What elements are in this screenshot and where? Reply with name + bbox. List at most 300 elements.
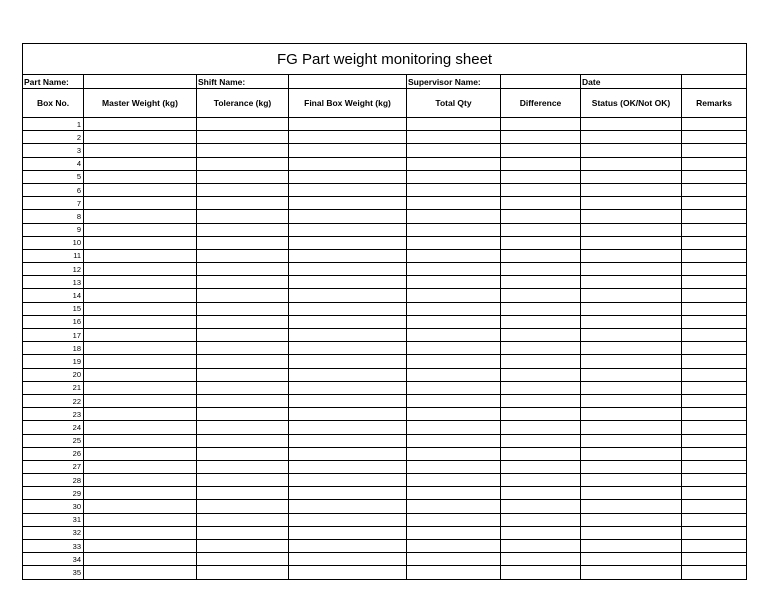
entry-cell[interactable]	[289, 447, 407, 460]
entry-cell[interactable]	[289, 157, 407, 170]
entry-cell[interactable]	[501, 500, 581, 513]
entry-cell[interactable]	[197, 381, 289, 394]
entry-cell[interactable]	[501, 302, 581, 315]
box-number-cell: 30	[23, 500, 84, 513]
entry-cell[interactable]	[197, 500, 289, 513]
entry-cell[interactable]	[501, 183, 581, 196]
table-row	[23, 381, 747, 394]
entry-cell[interactable]	[407, 289, 501, 302]
entry-cell[interactable]	[84, 170, 197, 183]
entry-cell[interactable]	[407, 315, 501, 328]
entry-cell[interactable]	[682, 447, 747, 460]
entry-cell[interactable]	[407, 329, 501, 342]
entry-cell[interactable]	[407, 394, 501, 407]
entry-cell[interactable]	[501, 118, 581, 131]
column-header: Tolerance (kg)	[197, 89, 289, 118]
entry-cell[interactable]	[581, 408, 682, 421]
entry-cell[interactable]	[289, 197, 407, 210]
entry-cell[interactable]	[407, 342, 501, 355]
box-number-cell: 26	[23, 447, 84, 460]
entry-cell[interactable]	[84, 197, 197, 210]
entry-cell[interactable]	[581, 131, 682, 144]
entry-cell[interactable]	[581, 553, 682, 566]
entry-cell[interactable]	[581, 566, 682, 579]
entry-cell[interactable]	[289, 368, 407, 381]
entry-cell[interactable]	[682, 566, 747, 579]
entry-cell[interactable]	[197, 460, 289, 473]
entry-cell[interactable]	[682, 434, 747, 447]
entry-cell[interactable]	[407, 526, 501, 539]
entry-cell[interactable]	[407, 249, 501, 262]
entry-cell[interactable]	[581, 355, 682, 368]
entry-cell[interactable]	[289, 460, 407, 473]
shift-name-field[interactable]	[289, 75, 407, 89]
header-row	[23, 89, 747, 118]
entry-cell[interactable]	[581, 315, 682, 328]
table-row	[23, 342, 747, 355]
entry-cell[interactable]	[289, 566, 407, 579]
table-row	[23, 355, 747, 368]
entry-cell[interactable]	[682, 526, 747, 539]
entry-cell[interactable]	[84, 500, 197, 513]
entry-cell[interactable]	[197, 223, 289, 236]
entry-cell[interactable]	[197, 394, 289, 407]
entry-cell[interactable]	[407, 197, 501, 210]
entry-cell[interactable]	[501, 131, 581, 144]
box-number-cell: 5	[23, 170, 84, 183]
entry-cell[interactable]	[407, 276, 501, 289]
entry-cell[interactable]	[197, 131, 289, 144]
entry-cell[interactable]	[289, 118, 407, 131]
entry-cell[interactable]	[682, 487, 747, 500]
box-number-cell: 34	[23, 553, 84, 566]
entry-cell[interactable]	[84, 263, 197, 276]
entry-cell[interactable]	[501, 553, 581, 566]
entry-cell[interactable]	[682, 302, 747, 315]
entry-cell[interactable]	[501, 170, 581, 183]
entry-cell[interactable]	[581, 526, 682, 539]
table-row	[23, 276, 747, 289]
table-row	[23, 315, 747, 328]
entry-cell[interactable]	[289, 144, 407, 157]
entry-cell[interactable]	[289, 394, 407, 407]
entry-cell[interactable]	[682, 183, 747, 196]
entry-cell[interactable]	[197, 236, 289, 249]
entry-cell[interactable]	[407, 460, 501, 473]
entry-cell[interactable]	[581, 236, 682, 249]
entry-cell[interactable]	[197, 210, 289, 223]
entry-cell[interactable]	[682, 210, 747, 223]
entry-cell[interactable]	[501, 210, 581, 223]
entry-cell[interactable]	[581, 474, 682, 487]
entry-cell[interactable]	[289, 131, 407, 144]
entry-cell[interactable]	[501, 434, 581, 447]
entry-cell[interactable]	[84, 157, 197, 170]
column-header: Total Qty	[407, 89, 501, 118]
entry-cell[interactable]	[289, 276, 407, 289]
entry-cell[interactable]	[682, 223, 747, 236]
entry-cell[interactable]	[581, 289, 682, 302]
entry-cell[interactable]	[682, 144, 747, 157]
entry-cell[interactable]	[682, 249, 747, 262]
table-row	[23, 210, 747, 223]
entry-cell[interactable]	[581, 263, 682, 276]
entry-cell[interactable]	[581, 329, 682, 342]
sheet-title: FG Part weight monitoring sheet	[23, 44, 747, 75]
entry-cell[interactable]	[197, 144, 289, 157]
entry-cell[interactable]	[407, 447, 501, 460]
entry-cell[interactable]	[84, 249, 197, 262]
entry-cell[interactable]	[407, 263, 501, 276]
entry-cell[interactable]	[289, 513, 407, 526]
entry-cell[interactable]	[501, 460, 581, 473]
entry-cell[interactable]	[197, 329, 289, 342]
table-row	[23, 553, 747, 566]
entry-cell[interactable]	[501, 526, 581, 539]
entry-cell[interactable]	[501, 249, 581, 262]
entry-cell[interactable]	[501, 157, 581, 170]
entry-cell[interactable]	[581, 276, 682, 289]
entry-cell[interactable]	[289, 474, 407, 487]
box-number-cell: 12	[23, 263, 84, 276]
entry-cell[interactable]	[501, 276, 581, 289]
entry-cell[interactable]	[84, 302, 197, 315]
table-row	[23, 434, 747, 447]
entry-cell[interactable]	[197, 421, 289, 434]
box-number-cell: 16	[23, 315, 84, 328]
entry-cell[interactable]	[407, 368, 501, 381]
entry-cell[interactable]	[407, 474, 501, 487]
entry-cell[interactable]	[407, 183, 501, 196]
entry-cell[interactable]	[407, 223, 501, 236]
entry-cell[interactable]	[581, 249, 682, 262]
entry-cell[interactable]	[289, 263, 407, 276]
entry-cell[interactable]	[682, 118, 747, 131]
entry-cell[interactable]	[581, 500, 682, 513]
entry-cell[interactable]	[197, 302, 289, 315]
entry-cell[interactable]	[84, 210, 197, 223]
entry-cell[interactable]	[682, 368, 747, 381]
entry-cell[interactable]	[197, 342, 289, 355]
box-number-cell: 1	[23, 118, 84, 131]
box-number-cell: 2	[23, 131, 84, 144]
entry-cell[interactable]	[581, 302, 682, 315]
entry-cell[interactable]	[84, 540, 197, 553]
entry-cell[interactable]	[581, 487, 682, 500]
entry-cell[interactable]	[289, 434, 407, 447]
entry-cell[interactable]	[581, 223, 682, 236]
entry-cell[interactable]	[501, 315, 581, 328]
entry-cell[interactable]	[501, 342, 581, 355]
entry-cell[interactable]	[84, 487, 197, 500]
entry-cell[interactable]	[84, 408, 197, 421]
entry-cell[interactable]	[682, 355, 747, 368]
entry-cell[interactable]	[197, 487, 289, 500]
table-row	[23, 197, 747, 210]
supervisor-name-field[interactable]	[501, 75, 581, 89]
entry-cell[interactable]	[84, 118, 197, 131]
entry-cell[interactable]	[501, 223, 581, 236]
entry-cell[interactable]	[407, 170, 501, 183]
entry-cell[interactable]	[407, 553, 501, 566]
box-number-cell: 14	[23, 289, 84, 302]
entry-cell[interactable]	[289, 381, 407, 394]
entry-cell[interactable]	[581, 447, 682, 460]
entry-cell[interactable]	[197, 157, 289, 170]
entry-cell[interactable]	[501, 289, 581, 302]
table-row	[23, 249, 747, 262]
entry-cell[interactable]	[581, 434, 682, 447]
entry-cell[interactable]	[289, 329, 407, 342]
entry-cell[interactable]	[197, 170, 289, 183]
entry-cell[interactable]	[682, 381, 747, 394]
entry-cell[interactable]	[682, 197, 747, 210]
entry-cell[interactable]	[197, 408, 289, 421]
entry-cell[interactable]	[289, 540, 407, 553]
entry-cell[interactable]	[289, 526, 407, 539]
entry-cell[interactable]	[197, 355, 289, 368]
entry-cell[interactable]	[84, 526, 197, 539]
entry-cell[interactable]	[289, 315, 407, 328]
entry-cell[interactable]	[682, 170, 747, 183]
table-row	[23, 157, 747, 170]
entry-cell[interactable]	[197, 540, 289, 553]
entry-cell[interactable]	[501, 474, 581, 487]
entry-cell[interactable]	[84, 223, 197, 236]
table-row	[23, 460, 747, 473]
entry-cell[interactable]	[84, 144, 197, 157]
entry-cell[interactable]	[84, 513, 197, 526]
entry-cell[interactable]	[197, 289, 289, 302]
table-row	[23, 487, 747, 500]
entry-cell[interactable]	[407, 487, 501, 500]
entry-cell[interactable]	[84, 236, 197, 249]
entry-cell[interactable]	[84, 355, 197, 368]
entry-cell[interactable]	[289, 210, 407, 223]
entry-cell[interactable]	[682, 474, 747, 487]
entry-cell[interactable]	[682, 263, 747, 276]
entry-cell[interactable]	[407, 421, 501, 434]
entry-cell[interactable]	[407, 144, 501, 157]
entry-cell[interactable]	[501, 566, 581, 579]
entry-cell[interactable]	[501, 355, 581, 368]
entry-cell[interactable]	[581, 183, 682, 196]
entry-cell[interactable]	[84, 315, 197, 328]
entry-cell[interactable]	[581, 513, 682, 526]
box-number-cell: 15	[23, 302, 84, 315]
entry-cell[interactable]	[197, 434, 289, 447]
entry-cell[interactable]	[197, 513, 289, 526]
entry-cell[interactable]	[407, 118, 501, 131]
entry-cell[interactable]	[581, 170, 682, 183]
entry-cell[interactable]	[197, 197, 289, 210]
entry-cell[interactable]	[84, 131, 197, 144]
entry-cell[interactable]	[84, 394, 197, 407]
box-number-cell: 21	[23, 381, 84, 394]
entry-cell[interactable]	[581, 540, 682, 553]
entry-cell[interactable]	[581, 210, 682, 223]
box-number-cell: 31	[23, 513, 84, 526]
entry-cell[interactable]	[197, 526, 289, 539]
entry-cell[interactable]	[501, 447, 581, 460]
entry-cell[interactable]	[501, 408, 581, 421]
entry-cell[interactable]	[407, 236, 501, 249]
entry-cell[interactable]	[289, 170, 407, 183]
entry-cell[interactable]	[581, 368, 682, 381]
entry-cell[interactable]	[197, 263, 289, 276]
entry-cell[interactable]	[407, 131, 501, 144]
table-row	[23, 368, 747, 381]
box-number-cell: 29	[23, 487, 84, 500]
entry-cell[interactable]	[407, 500, 501, 513]
table-row	[23, 131, 747, 144]
entry-cell[interactable]	[501, 368, 581, 381]
entry-cell[interactable]	[581, 157, 682, 170]
entry-cell[interactable]	[84, 421, 197, 434]
entry-cell[interactable]	[682, 342, 747, 355]
entry-cell[interactable]	[407, 381, 501, 394]
entry-cell[interactable]	[581, 144, 682, 157]
entry-cell[interactable]	[197, 566, 289, 579]
entry-cell[interactable]	[581, 460, 682, 473]
entry-cell[interactable]	[682, 553, 747, 566]
entry-cell[interactable]	[501, 394, 581, 407]
table-row	[23, 394, 747, 407]
entry-cell[interactable]	[289, 500, 407, 513]
entry-cell[interactable]	[289, 249, 407, 262]
entry-cell[interactable]	[682, 276, 747, 289]
entry-cell[interactable]	[581, 394, 682, 407]
entry-cell[interactable]	[682, 500, 747, 513]
entry-cell[interactable]	[501, 329, 581, 342]
entry-cell[interactable]	[682, 236, 747, 249]
entry-cell[interactable]	[197, 249, 289, 262]
entry-cell[interactable]	[407, 540, 501, 553]
entry-cell[interactable]	[289, 342, 407, 355]
entry-cell[interactable]	[407, 210, 501, 223]
column-header: Difference	[501, 89, 581, 118]
entry-cell[interactable]	[581, 118, 682, 131]
entry-cell[interactable]	[501, 381, 581, 394]
entry-cell[interactable]	[501, 144, 581, 157]
entry-cell[interactable]	[682, 289, 747, 302]
entry-cell[interactable]	[84, 329, 197, 342]
entry-cell[interactable]	[197, 553, 289, 566]
box-number-cell: 13	[23, 276, 84, 289]
box-number-cell: 22	[23, 394, 84, 407]
entry-cell[interactable]	[501, 513, 581, 526]
entry-cell[interactable]	[289, 421, 407, 434]
entry-cell[interactable]	[289, 183, 407, 196]
entry-cell[interactable]	[407, 157, 501, 170]
entry-cell[interactable]	[289, 487, 407, 500]
entry-cell[interactable]	[289, 223, 407, 236]
entry-cell[interactable]	[84, 342, 197, 355]
entry-cell[interactable]	[682, 157, 747, 170]
entry-cell[interactable]	[84, 460, 197, 473]
date-field[interactable]	[682, 75, 747, 89]
title-row	[23, 44, 747, 75]
entry-cell[interactable]	[289, 289, 407, 302]
entry-cell[interactable]	[682, 421, 747, 434]
entry-cell[interactable]	[581, 197, 682, 210]
entry-cell[interactable]	[289, 355, 407, 368]
entry-cell[interactable]	[84, 553, 197, 566]
entry-cell[interactable]	[197, 368, 289, 381]
entry-cell[interactable]	[197, 276, 289, 289]
box-number-cell: 27	[23, 460, 84, 473]
column-header: Master Weight (kg)	[84, 89, 197, 118]
table-row	[23, 329, 747, 342]
entry-cell[interactable]	[682, 315, 747, 328]
entry-cell[interactable]	[84, 368, 197, 381]
entry-cell[interactable]	[407, 513, 501, 526]
entry-cell[interactable]	[501, 540, 581, 553]
entry-cell[interactable]	[84, 474, 197, 487]
entry-cell[interactable]	[501, 197, 581, 210]
entry-cell[interactable]	[407, 408, 501, 421]
entry-cell[interactable]	[682, 329, 747, 342]
entry-cell[interactable]	[197, 447, 289, 460]
entry-cell[interactable]	[289, 408, 407, 421]
entry-cell[interactable]	[84, 447, 197, 460]
entry-cell[interactable]	[407, 302, 501, 315]
entry-cell[interactable]	[84, 381, 197, 394]
entry-cell[interactable]	[682, 131, 747, 144]
entry-cell[interactable]	[407, 355, 501, 368]
date-label: Date	[581, 75, 682, 89]
table-row	[23, 144, 747, 157]
entry-cell[interactable]	[407, 566, 501, 579]
entry-cell[interactable]	[501, 263, 581, 276]
box-number-cell: 20	[23, 368, 84, 381]
entry-cell[interactable]	[682, 394, 747, 407]
info-row	[23, 75, 747, 89]
entry-cell[interactable]	[84, 276, 197, 289]
entry-cell[interactable]	[197, 474, 289, 487]
entry-cell[interactable]	[289, 553, 407, 566]
entry-cell[interactable]	[84, 289, 197, 302]
entry-cell[interactable]	[682, 513, 747, 526]
table-row	[23, 408, 747, 421]
entry-cell[interactable]	[289, 236, 407, 249]
entry-cell[interactable]	[682, 408, 747, 421]
entry-cell[interactable]	[197, 315, 289, 328]
box-number-cell: 32	[23, 526, 84, 539]
entry-cell[interactable]	[84, 434, 197, 447]
table-row	[23, 223, 747, 236]
entry-cell[interactable]	[682, 540, 747, 553]
supervisor-name-label: Supervisor Name:	[407, 75, 501, 89]
box-number-cell: 9	[23, 223, 84, 236]
entry-cell[interactable]	[501, 236, 581, 249]
weight-table	[22, 43, 747, 580]
box-number-cell: 11	[23, 249, 84, 262]
part-name-field[interactable]	[84, 75, 197, 89]
entry-cell[interactable]	[501, 421, 581, 434]
entry-cell[interactable]	[581, 342, 682, 355]
entry-cell[interactable]	[581, 381, 682, 394]
entry-cell[interactable]	[407, 434, 501, 447]
entry-cell[interactable]	[682, 460, 747, 473]
entry-cell[interactable]	[197, 118, 289, 131]
entry-cell[interactable]	[501, 487, 581, 500]
entry-cell[interactable]	[289, 302, 407, 315]
entry-cell[interactable]	[197, 183, 289, 196]
entry-cell[interactable]	[84, 566, 197, 579]
entry-cell[interactable]	[84, 183, 197, 196]
entry-cell[interactable]	[581, 421, 682, 434]
